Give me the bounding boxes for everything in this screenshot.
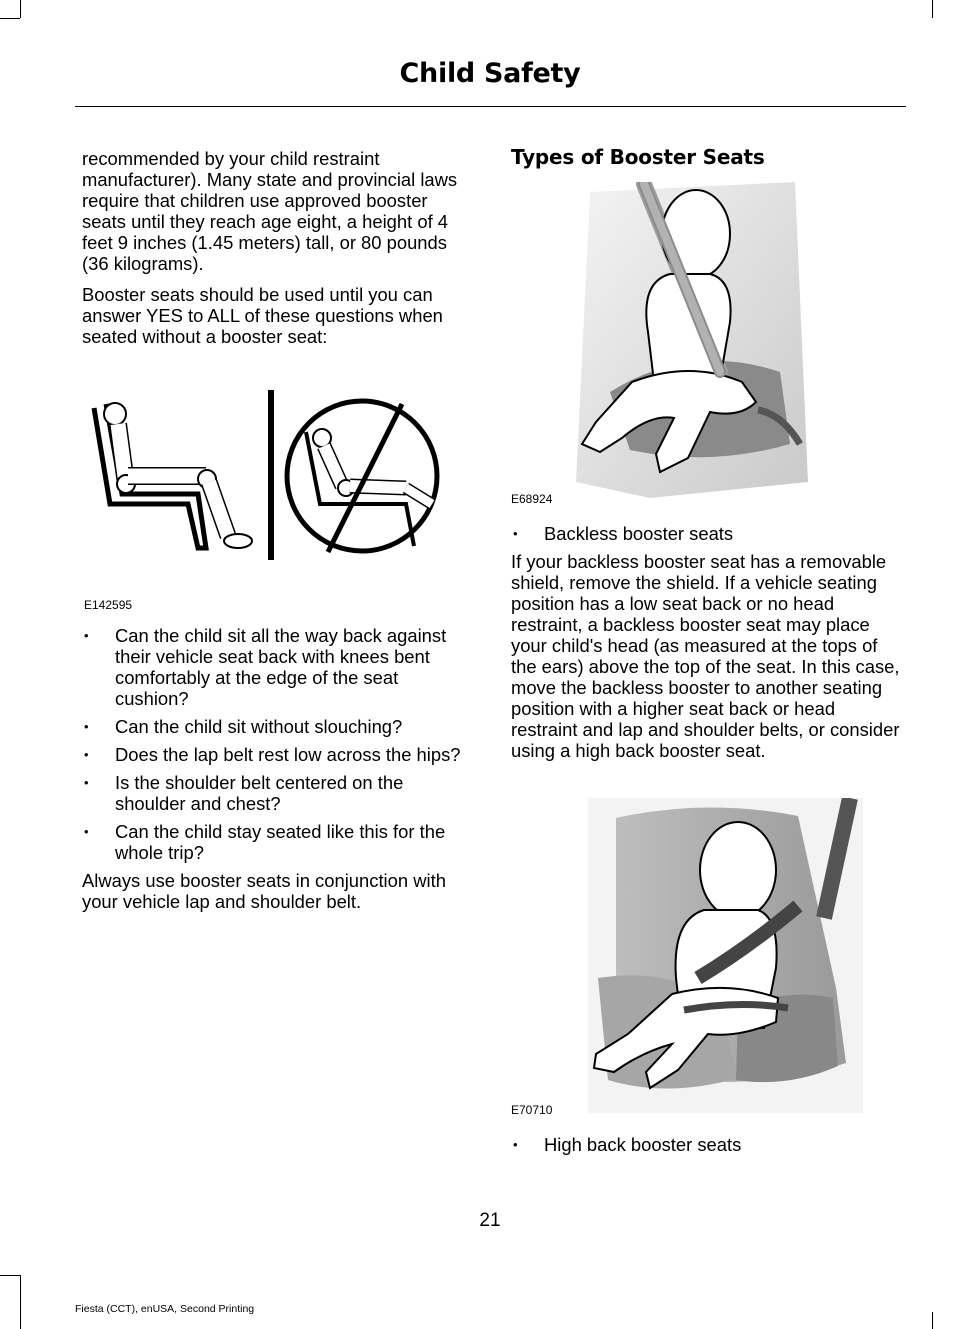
figure-id-e70710: E70710 <box>511 1103 553 1117</box>
page-title: Child Safety <box>399 58 581 89</box>
section-heading: Types of Booster Seats <box>511 145 765 169</box>
list-item-text: Can the child sit without slouching? <box>115 716 403 737</box>
list-item-text: Backless booster seats <box>544 523 734 544</box>
booster-questions-list <box>82 625 474 922</box>
footer-text: Fiesta (CCT), enUSA, Second Printing <box>75 1303 255 1315</box>
backless-section <box>511 523 903 771</box>
list-item-text: Is the shoulder belt centered on the shoulder and chest? <box>115 772 404 814</box>
bullet-icon: • <box>84 628 89 643</box>
list-item <box>82 625 474 709</box>
figure-id-e142595: E142595 <box>84 598 133 612</box>
backless-booster-illustration <box>570 182 810 500</box>
seating-posture-diagram <box>88 386 448 566</box>
list-item-text: Does the lap belt rest low across the hips? <box>115 744 461 765</box>
bullet-icon: • <box>84 719 89 734</box>
list-item <box>82 716 474 737</box>
list-item <box>82 821 474 863</box>
list-item <box>82 744 474 765</box>
left-column <box>82 148 474 357</box>
page-number: 21 <box>479 1210 501 1231</box>
bullet-icon: • <box>84 747 89 762</box>
right-column <box>511 145 903 169</box>
bullet-icon: • <box>513 526 518 541</box>
crop-mark <box>932 0 933 18</box>
crop-mark <box>20 0 21 18</box>
bullet-icon: • <box>84 775 89 790</box>
bullet-icon: • <box>513 1137 518 1152</box>
list-item <box>82 772 474 814</box>
list-item-text: High back booster seats <box>544 1134 742 1155</box>
bullet-icon: • <box>84 824 89 839</box>
crop-mark <box>20 1275 21 1329</box>
list-item <box>511 1134 903 1155</box>
high-back-booster-illustration <box>588 798 863 1113</box>
list-item-text: Can the child stay seated like this for the whole trip? <box>115 821 446 863</box>
crop-mark <box>0 18 20 19</box>
title-divider <box>75 106 906 107</box>
list-item <box>511 523 903 544</box>
paragraph-use-with-belt: Always use booster seats in conjunction with your vehicle lap and shoulder belt. <box>82 870 446 912</box>
list-item-text: Can the child sit all the way back against their vehicle seat back with knees bent comfortably at the edge of the seat cushion? <box>115 625 447 709</box>
high-back-section <box>511 1134 903 1162</box>
paragraph-booster-laws: recommended by your child restraint manufacturer). Many state and provincial laws require that children use approved booster seats until they reach age eight, a height of 4 feet 9 inches (1.45 meters) tall, or 80 pounds (36 kilograms). <box>82 148 458 274</box>
crop-mark <box>932 1312 933 1329</box>
crop-mark <box>0 1275 20 1276</box>
paragraph-booster-until: Booster seats should be used until you can answer YES to ALL of these questions when seated without a booster seat: <box>82 284 443 347</box>
paragraph-backless-shield: If your backless booster seat has a removable shield, remove the shield. If a vehicle seating position has a low seat back or no head restraint, a backless booster seat may place your child's head (as measured at the tops of the ears) above the top of the seat. In this case, move the backless booster to another seating position with a higher seat back or head restraint and lap and shoulder belts, or consider using a high back booster seat. <box>511 551 900 761</box>
figure-id-e68924: E68924 <box>511 492 553 506</box>
